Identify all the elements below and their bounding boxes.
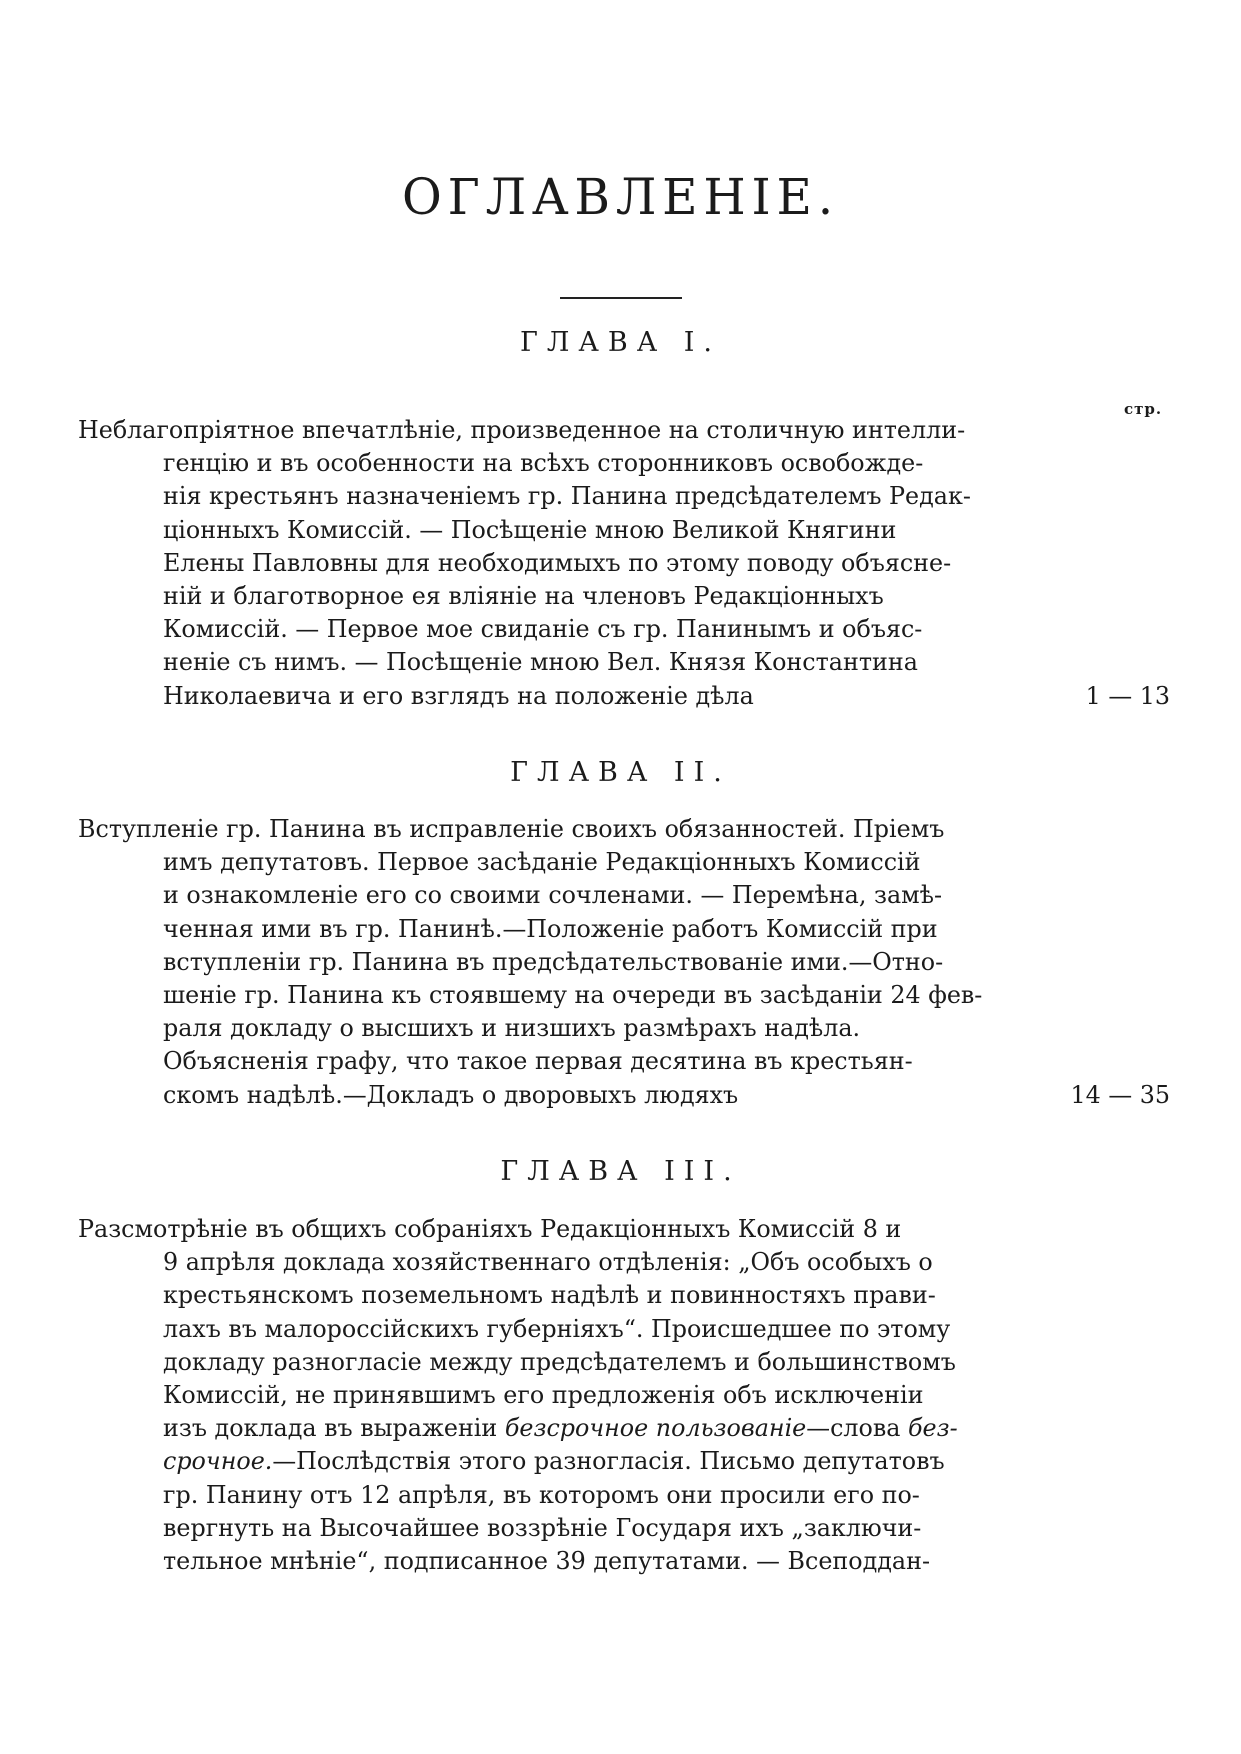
chapter-1-line: нія крестьянъ назначеніемъ гр. Панина предсѣдателемъ Редак- (163, 482, 971, 511)
chapter-3-line: докладу разногласіе между предсѣдателемъ и большинствомъ (163, 1347, 956, 1376)
chapter-3-line: крестьянскомъ поземельномъ надѣлѣ и повинностяхъ прави- (163, 1281, 936, 1310)
chapter-1-line: генцію и въ особенности на всѣхъ сторонниковъ освобожде- (163, 449, 924, 478)
italic-phrase: безсрочное пользованіе (504, 1414, 807, 1443)
chapter-3-line: Разсмотрѣніе въ общихъ собраніяхъ Редакціонныхъ Комиссій 8 и (78, 1215, 902, 1243)
chapter-1-line: Николаевича и его взглядъ на положеніе дѣла (163, 681, 754, 710)
chapter-2-heading: ГЛАВА II. (510, 757, 731, 788)
chapter-3-line-mixed (78, 1445, 998, 1478)
text-run: изъ доклада въ выраженіи (163, 1414, 498, 1443)
chapter-1-line: Елены Павловны для необходимыхъ по этому поводу объясне- (163, 548, 952, 577)
chapter-1-pages: 1 — 13 (1085, 682, 1170, 710)
chapter-3-line: Комиссій, не принявшимъ его предложенія объ исключеніи (163, 1381, 924, 1410)
chapter-2-pages: 14 — 35 (1070, 1081, 1170, 1109)
text-run: —Послѣдствія этого разногласія. Письмо депутатовъ (272, 1447, 945, 1476)
chapter-3-line: лахъ въ малороссійскихъ губерніяхъ“. Происшедшее по этому (163, 1314, 951, 1343)
chapter-2-line: и ознакомленіе его со своими сочленами. — Перемѣна, замѣ- (163, 881, 943, 910)
chapter-1-heading: ГЛАВА I. (520, 327, 721, 358)
chapter-1-line: Комиссій. — Первое мое свиданіе съ гр. Панинымъ и объяс- (163, 615, 923, 644)
chapter-3-line: тельное мнѣніе“, подписанное 39 депутатами. — Всеподдан- (163, 1547, 930, 1576)
chapter-2-line: скомъ надѣлѣ.—Докладъ о дворовыхъ людяхъ (163, 1080, 739, 1109)
chapter-1-line: Неблагопріятное впечатлѣніе, произведенное на столичную интелли- (78, 416, 966, 444)
chapter-2-line: имъ депутатовъ. Первое засѣданіе Редакціонныхъ Комиссій (163, 848, 921, 877)
chapter-3-line: гр. Панину отъ 12 апрѣля, въ которомъ они просили его по- (163, 1480, 920, 1509)
chapter-2-line: ченная ими въ гр. Панинѣ.—Положеніе работъ Комиссій при (163, 914, 938, 943)
chapter-1-line: ціонныхъ Комиссій. — Посѣщеніе мною Великой Княгини (163, 515, 897, 544)
chapter-2-summary (78, 813, 998, 1112)
chapter-2-line: Вступленіе гр. Панина въ исправленіе своихъ обязанностей. Пріемъ (78, 815, 945, 843)
title-divider (560, 297, 682, 299)
chapter-1-line: неніе съ нимъ. — Посѣщеніе мною Вел. Князя Константина (163, 648, 918, 677)
chapter-3-line: вергнуть на Высочайшее воззрѣніе Государя ихъ „заключи- (163, 1513, 922, 1542)
chapter-3-heading: ГЛАВА III. (500, 1156, 741, 1187)
italic-phrase: без- (908, 1414, 958, 1443)
chapter-2-line: Объясненія графу, что такое первая десятина въ крестьян- (163, 1047, 913, 1076)
chapter-3-line-mixed (78, 1412, 998, 1445)
page-column-label: стр. (1124, 400, 1163, 418)
chapter-2-line: вступленіи гр. Панина въ предсѣдательствованіе ими.—Отно- (163, 947, 944, 976)
chapter-2-line: раля докладу о высшихъ и низшихъ размѣрахъ надѣла. (163, 1014, 861, 1043)
chapter-3-line: 9 апрѣля доклада хозяйственнаго отдѣленія: „Объ особыхъ о (163, 1248, 933, 1277)
chapter-1-line: ній и благотворное ея вліяніе на членовъ Редакціонныхъ (163, 582, 884, 611)
chapter-1-summary (78, 414, 998, 713)
chapter-3-summary (78, 1213, 998, 1578)
italic-phrase: срочное. (163, 1447, 273, 1476)
chapter-2-line: шеніе гр. Панина къ стоявшему на очереди въ засѣданіи 24 фев- (163, 981, 983, 1010)
page-title: ОГЛАВЛЕНІЕ. (402, 168, 839, 226)
text-run: —слова (806, 1414, 901, 1443)
